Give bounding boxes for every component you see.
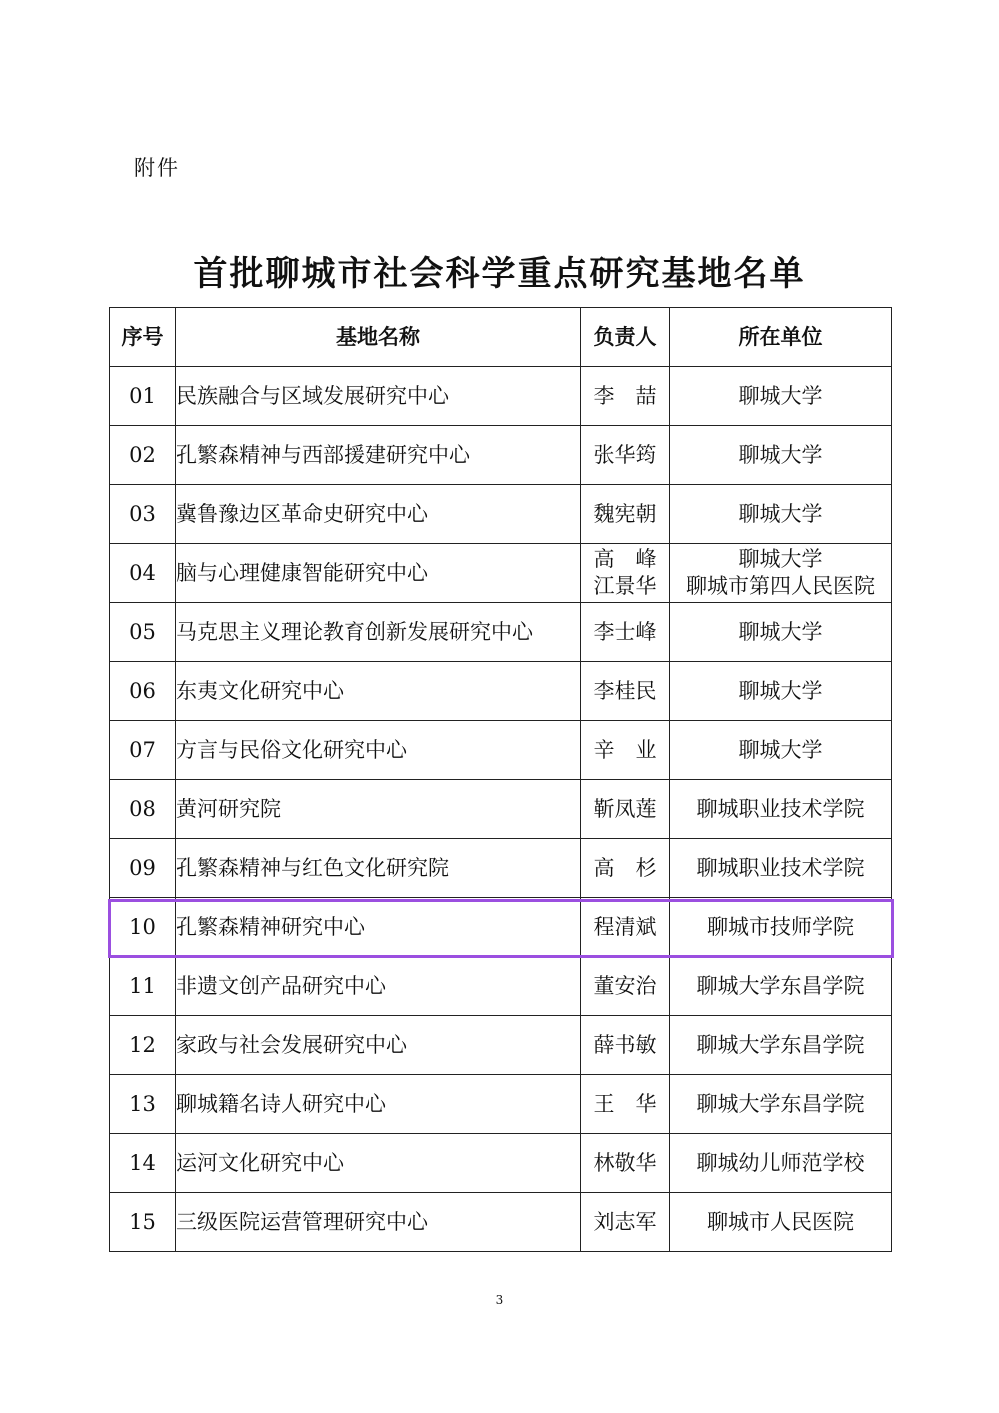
unit-name: 聊城职业技术学院 <box>696 796 865 821</box>
unit-name: 聊城大学 <box>738 737 823 762</box>
row-base-name: 非遗文创产品研究中心 <box>176 957 581 1016</box>
row-base-name: 聊城籍名诗人研究中心 <box>176 1075 581 1134</box>
unit-name: 聊城大学 <box>738 619 823 644</box>
row-unit <box>670 485 892 544</box>
person-name: 靳凤莲 <box>593 796 657 821</box>
header-index: 序号 <box>110 308 176 367</box>
row-unit <box>670 1016 892 1075</box>
unit-name: 聊城市第四人民医院 <box>686 574 875 598</box>
person-name: 魏宪朝 <box>593 501 657 526</box>
row-index: 10 <box>110 898 176 957</box>
document-title: 首批聊城市社会科学重点研究基地名单 <box>193 254 806 294</box>
page-number: 3 <box>495 1293 504 1307</box>
row-unit <box>670 898 892 957</box>
person-name: 高 峰 <box>593 547 657 571</box>
row-unit <box>670 1075 892 1134</box>
table-row <box>110 367 892 426</box>
row-person <box>581 1016 670 1075</box>
row-index: 07 <box>110 721 176 780</box>
table-row <box>110 721 892 780</box>
row-unit <box>670 839 892 898</box>
row-index: 02 <box>110 426 176 485</box>
row-person <box>581 603 670 662</box>
row-unit <box>670 426 892 485</box>
table-row <box>110 1016 892 1075</box>
table-row <box>110 426 892 485</box>
row-person <box>581 1075 670 1134</box>
table-row <box>110 780 892 839</box>
table-row <box>110 662 892 721</box>
unit-name: 聊城职业技术学院 <box>696 855 865 880</box>
row-base-name: 冀鲁豫边区革命史研究中心 <box>176 485 581 544</box>
row-unit <box>670 780 892 839</box>
person-name: 林敬华 <box>593 1150 657 1175</box>
row-index: 05 <box>110 603 176 662</box>
row-index: 08 <box>110 780 176 839</box>
table-row <box>110 485 892 544</box>
row-index: 09 <box>110 839 176 898</box>
unit-name: 聊城大学 <box>738 547 823 571</box>
row-index: 03 <box>110 485 176 544</box>
unit-name: 聊城幼儿师范学校 <box>696 1150 865 1175</box>
row-person <box>581 780 670 839</box>
table-row <box>110 898 892 957</box>
row-unit <box>670 367 892 426</box>
row-index: 14 <box>110 1134 176 1193</box>
row-person <box>581 367 670 426</box>
row-index: 12 <box>110 1016 176 1075</box>
table-row <box>110 544 892 603</box>
header-unit: 所在单位 <box>670 308 892 367</box>
table-row <box>110 839 892 898</box>
unit-name: 聊城大学东昌学院 <box>696 1091 865 1116</box>
table-row <box>110 603 892 662</box>
row-person <box>581 721 670 780</box>
person-name: 江景华 <box>593 574 657 598</box>
row-base-name: 民族融合与区域发展研究中心 <box>176 367 581 426</box>
row-unit <box>670 721 892 780</box>
person-name: 王 华 <box>593 1091 657 1116</box>
unit-name: 聊城大学 <box>738 442 823 467</box>
table-header-row <box>110 308 892 367</box>
unit-name: 聊城大学 <box>738 383 823 408</box>
person-name: 程清斌 <box>593 914 657 939</box>
row-unit <box>670 1134 892 1193</box>
row-base-name: 孔繁森精神与红色文化研究院 <box>176 839 581 898</box>
unit-name: 聊城市人民医院 <box>707 1209 854 1234</box>
person-name: 薛书敏 <box>593 1032 657 1057</box>
person-name: 李桂民 <box>593 678 657 703</box>
person-name: 高 杉 <box>593 855 657 880</box>
table-row <box>110 1193 892 1252</box>
row-person <box>581 662 670 721</box>
research-base-table <box>109 307 892 1252</box>
row-base-name: 孔繁森精神与西部援建研究中心 <box>176 426 581 485</box>
person-name: 李士峰 <box>593 619 657 644</box>
row-unit <box>670 662 892 721</box>
row-base-name: 家政与社会发展研究中心 <box>176 1016 581 1075</box>
table-row <box>110 1134 892 1193</box>
row-base-name: 方言与民俗文化研究中心 <box>176 721 581 780</box>
row-base-name: 黄河研究院 <box>176 780 581 839</box>
row-index: 15 <box>110 1193 176 1252</box>
attachment-label: 附件 <box>134 156 180 180</box>
row-index: 11 <box>110 957 176 1016</box>
person-name: 刘志军 <box>593 1209 657 1234</box>
row-index: 04 <box>110 544 176 603</box>
row-person <box>581 426 670 485</box>
header-person: 负责人 <box>581 308 670 367</box>
row-person <box>581 839 670 898</box>
row-index: 13 <box>110 1075 176 1134</box>
row-unit <box>670 957 892 1016</box>
row-person <box>581 1193 670 1252</box>
person-name: 辛 业 <box>593 737 657 762</box>
row-unit <box>670 1193 892 1252</box>
person-name: 董安治 <box>593 973 657 998</box>
row-person <box>581 1134 670 1193</box>
row-unit <box>670 544 892 603</box>
person-name: 李 喆 <box>593 383 657 408</box>
table-row <box>110 957 892 1016</box>
row-index: 06 <box>110 662 176 721</box>
table-row <box>110 1075 892 1134</box>
row-base-name: 东夷文化研究中心 <box>176 662 581 721</box>
row-person <box>581 544 670 603</box>
unit-name: 聊城市技师学院 <box>707 914 854 939</box>
row-person <box>581 898 670 957</box>
row-base-name: 孔繁森精神研究中心 <box>176 898 581 957</box>
row-base-name: 运河文化研究中心 <box>176 1134 581 1193</box>
header-base-name: 基地名称 <box>176 308 581 367</box>
person-name: 张华筠 <box>593 442 657 467</box>
unit-name: 聊城大学东昌学院 <box>696 1032 865 1057</box>
row-base-name: 三级医院运营管理研究中心 <box>176 1193 581 1252</box>
row-index: 01 <box>110 367 176 426</box>
row-unit <box>670 603 892 662</box>
table-body <box>110 367 892 1252</box>
unit-name: 聊城大学 <box>738 501 823 526</box>
row-base-name: 脑与心理健康智能研究中心 <box>176 544 581 603</box>
unit-name: 聊城大学 <box>738 678 823 703</box>
unit-name: 聊城大学东昌学院 <box>696 973 865 998</box>
row-person <box>581 485 670 544</box>
row-person <box>581 957 670 1016</box>
row-base-name: 马克思主义理论教育创新发展研究中心 <box>176 603 581 662</box>
